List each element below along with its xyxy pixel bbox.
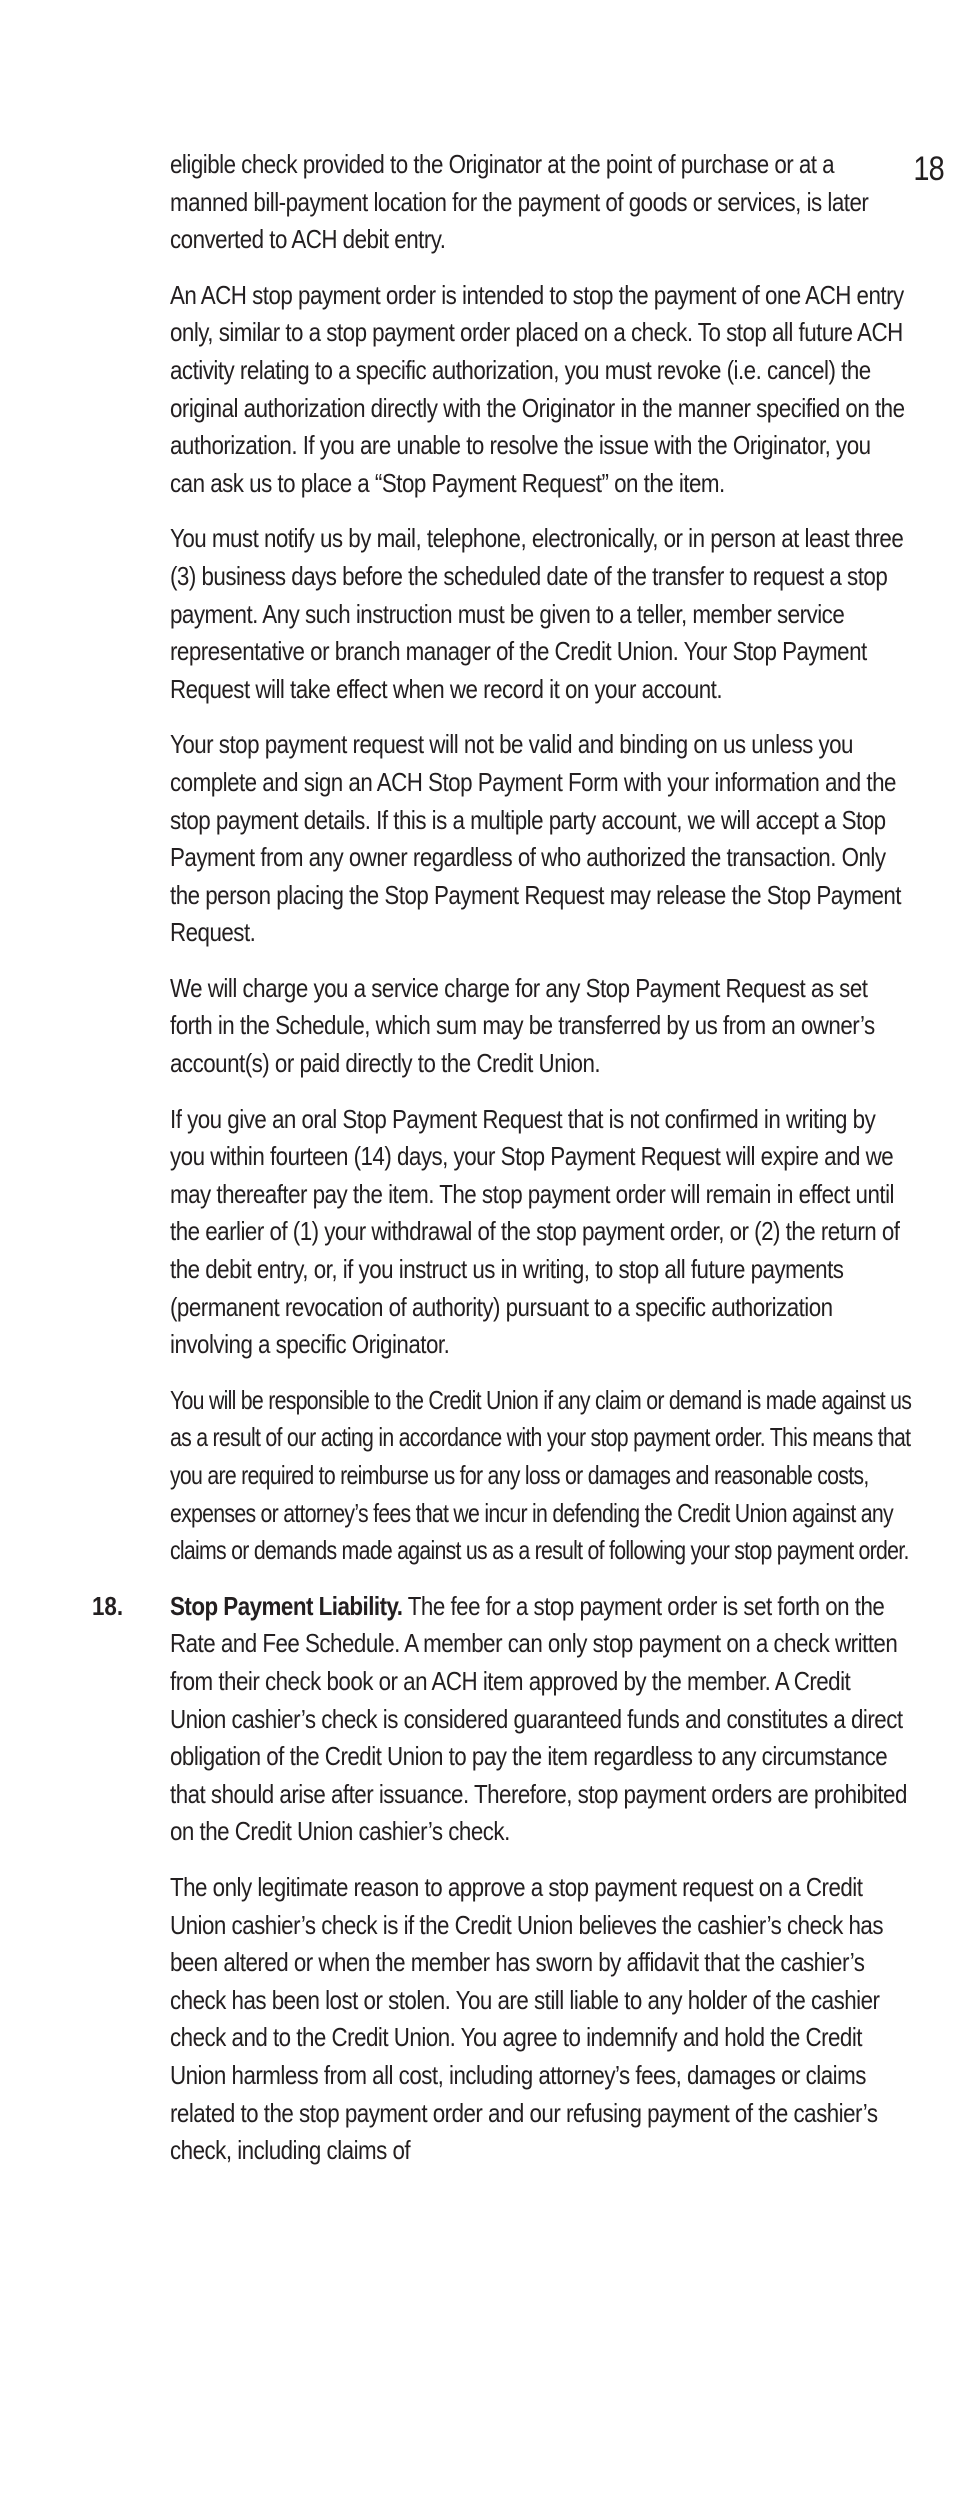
paragraph-oral-request-expiry: If you give an oral Stop Payment Request that is not confirmed in writing by you within fourteen (14) days, your Stop Payment Request will expire and we may thereafter pay the item. The stop payment order will remain in effect until the earlier of (1) your withdrawal of the stop payment order, or (2) the return of the debit entry, or, if you instruct us in writing, to stop all future payments (permanent revocation of authority) pursuant to a specific authorization involving a specific Originator. xyxy=(170,1103,900,1360)
paragraph-notification-timing: You must notify us by mail, telephone, electronically, or in person at least three (3) business days before the scheduled date of the transfer to request a stop payment. Any such instruction must be given to a teller, member service representative or branch manager of the Credit Union. Your Stop Payment Request will take effect when we record it on your account. xyxy=(170,523,904,704)
page-number: 18 xyxy=(913,150,944,188)
section-18-body: The fee for a stop payment order is set forth on the Rate and Fee Schedule. A member can only stop payment on a check written from their check book or an ACH item approved by the member. A Credit Union cashier’s check is considered guaranteed funds and constitutes a direct obligation of the Credit Union to pay the item regardless to any circumstance that should arise after issuance. Therefore, stop payment orders are prohibited on the Credit Union cashier’s check. xyxy=(170,1590,907,1847)
document-body xyxy=(92,146,912,2188)
paragraph-service-charge: We will charge you a service charge for any Stop Payment Request as set forth in the Schedule, which sum may be transferred by us from an owner’s account(s) or paid directly to the Credit Union. xyxy=(170,972,875,1079)
section-18 xyxy=(92,1588,910,2170)
section-number: 18. xyxy=(92,1590,124,1621)
paragraph-member-responsibility: You will be responsible to the Credit Union if any claim or demand is made against us as a result of our acting in accordance with your stop payment order. This means that you are required to reimburse us for any loss or damages and reasonable costs, expenses or attorney’s fees that we incur in defending the Credit Union against any claims or demands made against us as a result of following your stop payment order. xyxy=(170,1384,912,1566)
paragraph-ach-conversion: eligible check provided to the Originator at the point of purchase or at a manned bill-payment location for the payment of goods or services, is later converted to ACH debit entry. xyxy=(170,149,869,255)
paragraph-stop-payment-form: Your stop payment request will not be valid and binding on us unless you complete and sign an ACH Stop Payment Form with your information and the stop payment details. If this is a multiple party account, we will accept a Stop Payment from any owner regardless of who authorized the transaction. Only the person placing the Stop Payment Request may release the Stop Payment Request. xyxy=(170,729,901,948)
section-18-paragraph xyxy=(170,1588,910,1851)
paragraph-cashiers-check-exception: The only legitimate reason to approve a stop payment request on a Credit Union cashier’s check is if the Credit Union believes the cashier’s check has been altered or when the member has sworn by affidavit that the cashier’s check has been lost or stolen. You are still liable to any holder of the cashier check and to the Credit Union. You agree to indemnify and hold the Credit Union harmless from all cost, including attorney’s fees, damages or claims related to the stop payment order and our refusing payment of the cashier’s check, including claims of xyxy=(170,1871,884,2166)
section-heading: Stop Payment Liability. xyxy=(170,1590,403,1621)
paragraph-ach-stop-payment-scope: An ACH stop payment order is intended to stop the payment of one ACH entry only, similar to a stop payment order placed on a check. To stop all future ACH activity relating to a specific authorization, you must revoke (i.e. cancel) the original authorization directly with the Originator in the manner specified on the authorization. If you are unable to resolve the issue with the Originator, you can ask us to place a “Stop Payment Request” on the item. xyxy=(170,279,905,498)
